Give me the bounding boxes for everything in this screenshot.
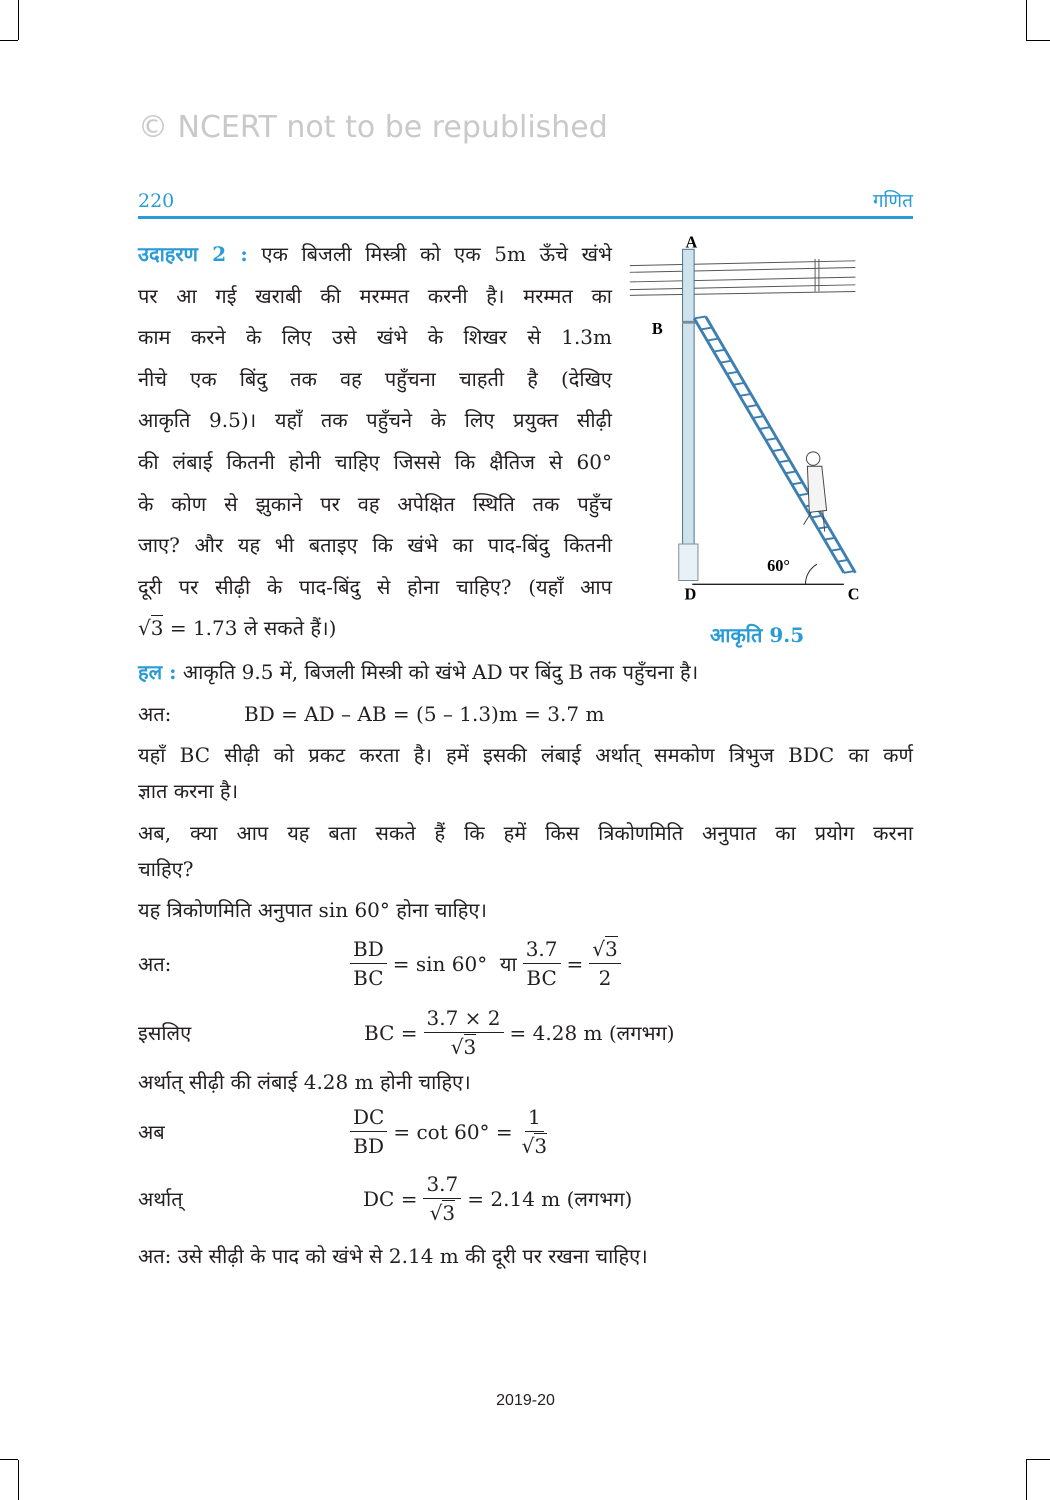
- eq2-label: इसलिए: [138, 1020, 192, 1045]
- ata-label: अत:: [138, 701, 172, 726]
- example-text: [138, 239, 612, 655]
- equation-sin-row: अत: $\frac{BD}{BC}$ = sin 60° या $\frac{3.7}{BC}$ = $\frac{√3}{2}$: [138, 935, 913, 992]
- fraction-dc-bd: $\frac{DC}{BD}$: [350, 1103, 387, 1160]
- ladder-rung: [694, 316, 706, 318]
- figure-caption: आकृति 9.5: [710, 623, 805, 647]
- example-line: की लंबाई कितनी होनी चाहिए जिससे कि क्षैतिज से 60°: [138, 449, 612, 474]
- equation-cot-row: अब $\frac{DC}{BD}$ = cot 60° = $\frac{1}{√3}$: [138, 1103, 913, 1160]
- ladder-rung: [740, 394, 752, 396]
- ladder-rung: [727, 372, 739, 374]
- eq4-label: अर्थात्: [138, 1186, 183, 1211]
- solution-section: [138, 657, 913, 1271]
- example-line: जाए? और यह भी बताइए कि खंभे का पाद-बिंदु कितनी: [138, 533, 612, 558]
- ladder-rung: [792, 482, 804, 484]
- solution-label: हल :: [138, 659, 177, 684]
- watermark: © NCERT not to be republished: [138, 110, 608, 145]
- paragraph-line: यह त्रिकोणमिति अनुपात sin 60° होना चाहिए।: [138, 898, 488, 923]
- example-line: आकृति 9.5)। यहाँ तक पहुँचने के लिए प्रयुक्त सीढ़ी: [138, 408, 612, 433]
- paragraph-line: यहाँ BC सीढ़ी को प्रकट करता है। हमें इसकी लंबाई अर्थात् समकोण त्रिभुज BDC का कर्ण: [138, 743, 913, 768]
- ladder-rung: [824, 538, 836, 540]
- ladder-rung: [811, 516, 823, 518]
- label-b: B: [651, 318, 663, 338]
- crop-mark: [1026, 1459, 1050, 1460]
- label-a: A: [685, 232, 698, 252]
- fraction-3.7-bc: $\frac{3.7}{BC}$: [523, 935, 561, 992]
- paragraph-line: ज्ञात करना है।: [138, 779, 239, 804]
- crop-mark: [18, 0, 19, 40]
- example-line: पर आ गई खराबी की मरम्मत करनी है। मरम्मत का: [138, 283, 612, 308]
- figure-ladder-pole: [625, 232, 913, 617]
- pole: [683, 249, 695, 580]
- ladder-rung: [759, 427, 771, 429]
- ladder-rung: [714, 350, 726, 352]
- ladder-rung: [772, 449, 784, 451]
- crop-mark: [0, 1459, 18, 1460]
- example-label: उदाहरण 2 :: [138, 242, 248, 266]
- crop-mark: [1026, 0, 1027, 40]
- fraction-bc: $\frac{3.7 \times 2}{√3}$: [424, 1004, 504, 1061]
- fraction-dc: $\frac{3.7}{√3}$: [423, 1170, 461, 1227]
- example-line: नीचे एक बिंदु तक वह पहुँचना चाहती है (देखिए: [138, 366, 612, 391]
- equation-dc-row: अर्थात् DC = $\frac{3.7}{√3}$ = 2.14 m (लगभग): [138, 1172, 633, 1226]
- ladder-rung: [701, 328, 713, 330]
- ladder-rung: [818, 527, 830, 529]
- paragraph-line: अब, क्या आप यह बता सकते हैं कि हमें किस त्रिकोणमिति अनुपात का प्रयोग करना: [138, 820, 913, 845]
- fraction-root3-2: $\frac{√3}{2}$: [589, 935, 620, 992]
- chapter-title: गणित: [872, 190, 913, 212]
- conclusion-line: अत: उसे सीढ़ी के पाद को खंभे से 2.14 m की दूरी पर रखना चाहिए।: [138, 1244, 648, 1269]
- angle-label: 60°: [767, 555, 790, 575]
- equation-bc-row: इसलिए BC = $\frac{3.7 \times 2}{√3}$ = 4.28 m (लगभग): [138, 1006, 675, 1060]
- eq3-label: अब: [138, 1119, 165, 1144]
- crop-mark: [0, 40, 18, 41]
- solution-line: हल : आकृति 9.5 में, बिजली मिस्त्री को खंभे AD पर बिंदु B तक पहुँचना है।: [138, 659, 699, 684]
- fraction-1-root3: $\frac{1}{√3}$: [521, 1105, 548, 1159]
- paragraph-line: चाहिए?: [138, 856, 194, 881]
- pole-base: [679, 544, 698, 580]
- ladder-rung: [733, 383, 745, 385]
- bd-equation: BD = AD – AB = (5 – 1.3)m = 3.7 m: [244, 701, 605, 726]
- crop-mark: [18, 1460, 19, 1500]
- ladder-rung: [707, 339, 719, 341]
- example-section: [138, 232, 913, 655]
- ladder-rung: [753, 416, 765, 418]
- angle-arc: [805, 564, 817, 584]
- eq1-label: अत:: [138, 951, 172, 976]
- label-c: C: [847, 584, 860, 604]
- page-number: 220: [138, 190, 175, 212]
- page-header: [138, 188, 913, 214]
- fraction-bd-bc: $\frac{BD}{BC}$: [350, 935, 387, 992]
- sqrt-3: √3: [138, 616, 164, 641]
- example-line: √3 = 1.73 ले सकते हैं।): [138, 616, 337, 641]
- header-rule: [138, 216, 913, 219]
- ladder-rung: [785, 471, 797, 473]
- ladder-rung: [720, 361, 732, 363]
- example-line: के कोण से झुकाने पर वह अपेक्षित स्थिति तक पहुँच: [138, 491, 612, 516]
- example-line: उदाहरण 2 : एक बिजली मिस्त्री को एक 5m ऊँचे खंभे: [138, 242, 612, 266]
- ladder: [694, 316, 855, 572]
- example-line: काम करने के लिए उसे खंभे के शिखर से 1.3m: [138, 325, 612, 350]
- footer-year: 2019-20: [496, 1392, 555, 1410]
- figure: [625, 232, 913, 648]
- ladder-rung: [746, 405, 758, 407]
- example-line: दूरी पर सीढ़ी के पाद-बिंदु से होना चाहिए? (यहाँ आप: [138, 574, 612, 599]
- label-d: D: [684, 584, 697, 604]
- power-lines: [630, 259, 856, 295]
- ladder-rung: [779, 460, 791, 462]
- bd-row: [138, 699, 913, 729]
- crop-mark: [1026, 40, 1050, 41]
- crop-mark: [1026, 1460, 1027, 1500]
- ladder-rung: [766, 438, 778, 440]
- ladder-rungs: [694, 316, 855, 572]
- paragraph-line: अर्थात् सीढ़ी की लंबाई 4.28 m होनी चाहिए।: [138, 1070, 471, 1095]
